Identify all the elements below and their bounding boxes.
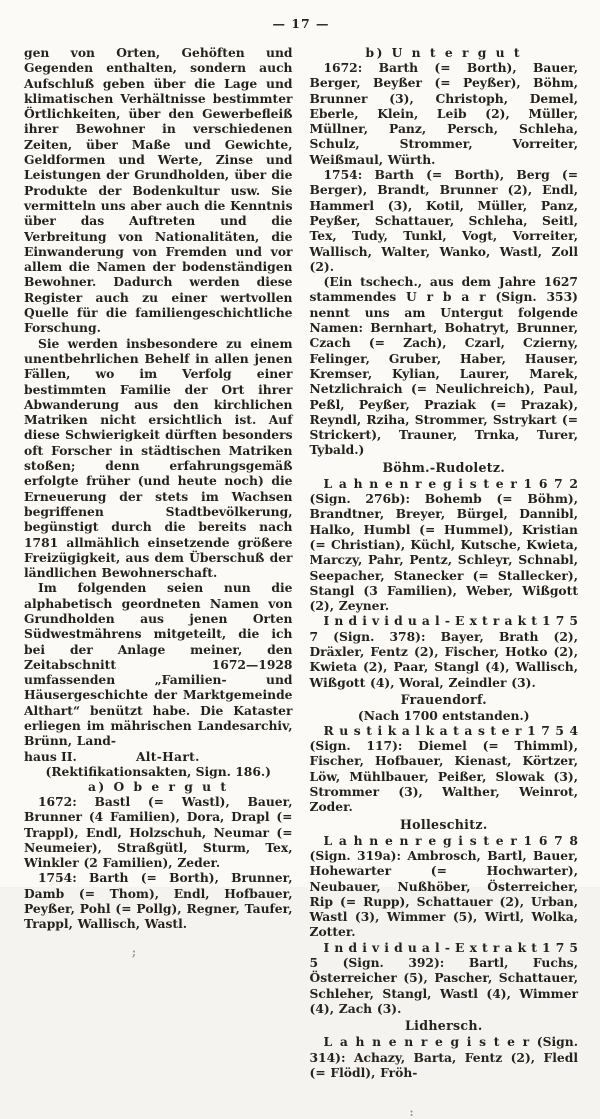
paragraph-continuation: gen von Orten, Gehöften und Gegenden enthalten, sondern auch Aufschluß geben über die Lage und klimatischen Verhältnisse bestimmter Örtlichkeiten, über den Gewerbefleiß ihrer Bewohner in verschiedenen Zeiten, über Maße und Gewichte, Geldformen und Werte, Zinse und Leistungen der Grundholden, über die Produkte der Bodenkultur usw. Sie vermitteln uns aber auch die Kenntnis über das Auftreten und die Verbreitung von Nationalitäten, die Einwanderung von Fremden und vor allem die Namen der bodenständigen Bewohner. Dadurch werden diese Register auch zu einer wertvollen Quelle für die familiengeschichtliche Forschung. — [24, 45, 293, 336]
section-heading-frauendorf: Frauendorf. — [400, 691, 487, 707]
name-list-1754: 1754: Barth (= Borth), Brunner, Damb (= Thom), Endl, Hofbauer, Peyßer, Pohl (= Pollg), Regner, Taufer, Trappl, Wallisch, Wastl. — [24, 870, 293, 932]
frauendorf-note: (Nach 1700 entstanden.) — [357, 707, 530, 723]
subsection-heading-untergut: b) U n t e r g u t — [365, 45, 523, 60]
individual-extrakt-1755-list: I n d i v i d u a l - E x t r a k t 1 7 5 5 (Sign. 392): Bartl, Fuchs, Österreicher (5), Pascher, Schattauer, Schleher, Stangl, Wastl (4), Wimmer (4), Zach (3). — [309, 939, 578, 1016]
individual-extrakt-1757-list: I n d i v i d u a l - E x t r a k t 1 7 5 7 (Sign. 378): Bayer, Brath (2), Dräxler, Fentz (2), Fischer, Hotko (2), Kwieta (2), Paar, Stangl (4), Wallisch, Wißgott (4), Woral, Zeindler (3). — [309, 613, 578, 690]
paragraph: Sie werden insbesondere zu einem unentbehrlichen Behelf in allen jenen Fällen, wo im Verfolg einer bestimmten Familie der Ort ihrer Abwanderung aus den kirchlichen Matriken nicht ersichtlich ist. Auf diese Schwierigkeit dürften besonders oft Forscher in städtischen Matriken stoßen; denn erfahrungsgemäß erfolgte früher (und heute noch) die Erneuerung der stets im Wachsen begriffenen Stadtbevölkerung, begünstigt durch die bereits nach 1781 allmählich einsetzende größere Freizügigkeit, aus dem Überschuß der ländlichen Bewohnerschaft. — [24, 335, 293, 581]
lahnenregister-sign-314-list: L a h n e n r e g i s t e r (Sign. 314): Achazy, Barta, Fentz (2), Fledl (= Flödl), Fröh- — [309, 1034, 578, 1080]
lahnenregister-1672-list: L a h n e n r e g i s t e r 1 6 7 2 (Sign. 276b): Bohemb (= Böhm), Brandtner, Breyer, Bürgel, Dannibl, Halko, Humbl (= Hummel), Kristian (= Christian), Küchl, Kutsche, Kwieta, Marczy, Pahr, Pentz, Schleyr, Schnabl, Seepacher, Stanecker (= Stallecker), Stangl (3 Familien), Weber, Wißgott (2), Zeyner. — [309, 475, 578, 614]
left-column — [24, 45, 293, 1119]
section-heading-boehm-rudoletz: Böhm.-Rudoletz. — [382, 459, 506, 475]
rustikalkataster-1754-list: R u s t i k a l k a t a s t e r 1 7 5 4 (Sign. 117): Diemel (= Thimml), Fischer, Hofbauer, Kienast, Körtzer, Löw, Mühlbauer, Peißer, Slowak (3), Strommer (3), Walther, Weinrot, Zoder. — [309, 722, 578, 815]
scan-artifact: : — [409, 1106, 414, 1119]
scan-artifact: ; — [132, 945, 137, 959]
name-list-1672-untergut: 1672: Barth (= Borth), Bauer, Berger, Beyßer (= Peyßer), Böhm, Brunner (3), Christoph, Demel, Eberle, Klein, Leib (2), Müller, Müllner, Panz, Persch, Schleha, Schulz, Strommer, Vorreiter, Weißmaul, Würth. — [309, 60, 578, 167]
section-heading-holleschitz: Holleschitz. — [399, 816, 488, 832]
right-column — [310, 45, 579, 1119]
name-list-1672: 1672: Bastl (= Wastl), Bauer, Brunner (4 Familien), Dora, Drapl (= Trappl), Endl, Holzschuh, Neumar (= Neumeier), Straßgütl, Sturm, Tex, Winkler (2 Familien), Zeder. — [24, 793, 293, 871]
paragraph-end-with-heading — [24, 749, 293, 764]
subsection-heading-obergut: a) O b e r g u t — [87, 778, 229, 794]
section-heading-lidhersch: Lidhersch. — [404, 1018, 483, 1034]
paragraph: Im folgenden seien nun die alphabetisch geordneten Namen von Grundholden aus jenen Orten Südwestmährens mitgeteilt, die ich bei der Anlage meiner, den Zeitabschnitt 1672—1928 umfassenden „Familien- und Häusergeschichte der Marktgemeinde Althart“ benützt habe. Die Kataster erliegen im mährischen Landesarchiv, Brünn, Land- — [24, 580, 293, 749]
two-column-layout — [24, 45, 578, 1119]
name-list-1754-untergut: 1754: Barth (= Borth), Berg (= Berger), Brandt, Brunner (2), Endl, Hammerl (3), Kotil, Müller, Panz, Peyßer, Schattauer, Schleha, Seitl, Tex, Tudy, Tunkl, Vogt, Vorreiter, Wallisch, Walter, Wanko, Wastl, Zoll (2). — [309, 167, 578, 274]
page-number: — 17 — — [272, 16, 330, 31]
paragraph-last-line: haus II. — [24, 748, 77, 764]
urbar-note-paragraph: (Ein tschech., aus dem Jahre 1627 stammendes U r b a r (Sign. 353) nennt uns am Untergut folgende Namen: Bernhart, Bohatryt, Brunner, Czach (= Zach), Czarl, Czierny, Felinger, Gruber, Haber, Hauser, Kremser, Kylian, Laurer, Marek, Netzlichraich (= Neulichreich), Paul, Peßl, Peyßer, Praziak (= Prazak), Reyndl, Rziha, Strommer, Sstrykart (= Strickert), Trauner, Trnka, Turer, Tybald.) — [309, 274, 578, 458]
source-note: (Rektifikationsakten, Sign. 186.) — [45, 763, 271, 779]
lahnenregister-1678-list: L a h n e n r e g i s t e r 1 6 7 8 (Sign. 319a): Ambrosch, Bartl, Bauer, Hohewarter (= Hochwarter), Neubauer, Nußhöber, Österreicher, Rip (= Rupp), Schattauer (2), Urban, Wastl (3), Wimmer (5), Wirtl, Wolka, Zotter. — [309, 832, 578, 940]
section-heading-althart: Alt-Hart. — [135, 748, 200, 764]
